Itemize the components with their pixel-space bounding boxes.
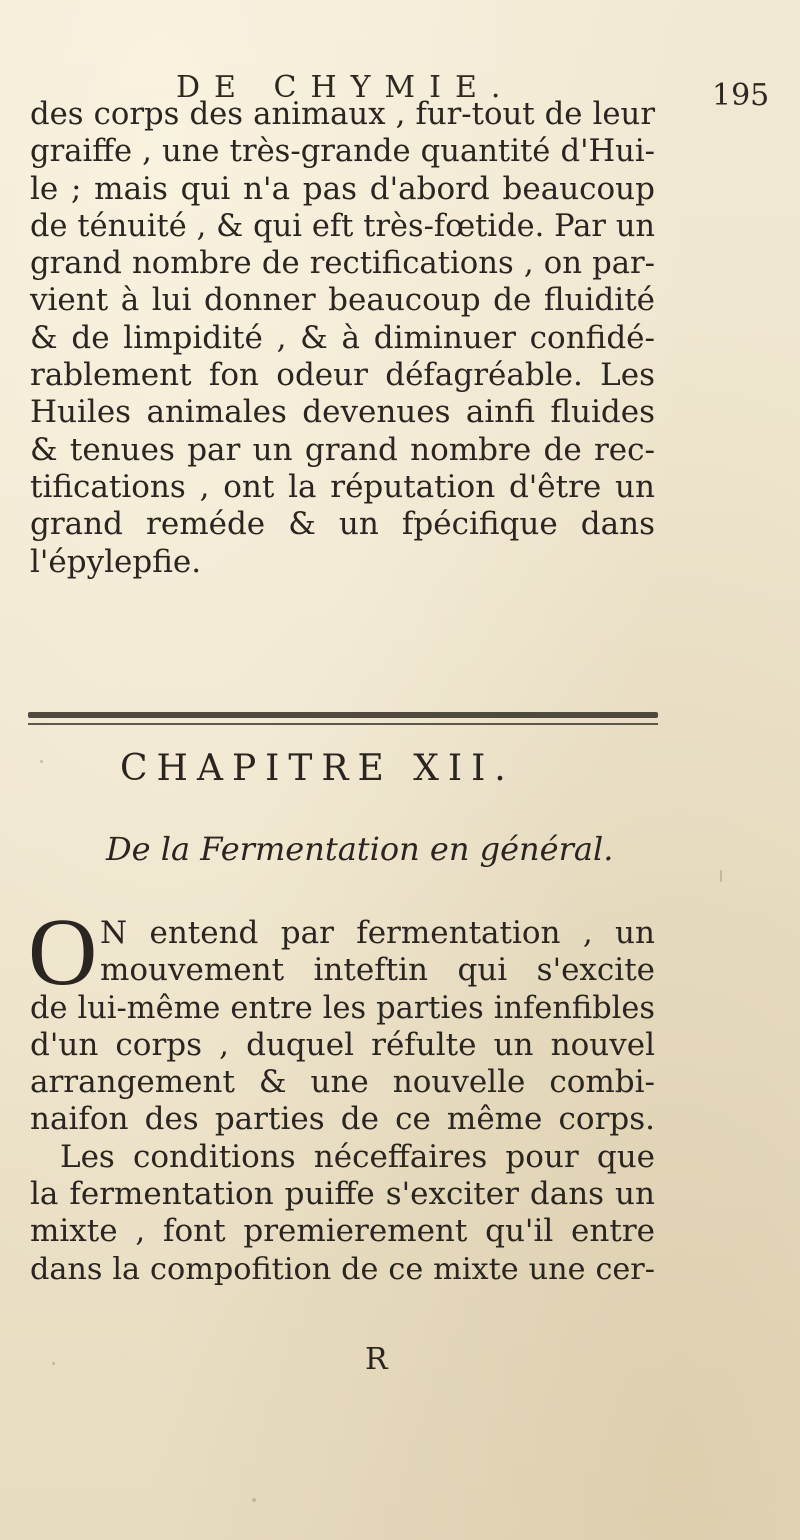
page-number: 195 [712, 78, 770, 113]
drop-cap-letter: O [28, 898, 98, 1005]
paragraph-continued [30, 96, 655, 581]
text-line: naifon des parties de ce même corps. [30, 1101, 655, 1138]
text-line: N entend par fermentation , un [100, 915, 655, 951]
paper-speck [40, 760, 43, 763]
text-line: graiffe , une très-grande quantité d'Hui- [30, 134, 655, 170]
text-line: arrangement & une nouvelle combi- [30, 1064, 655, 1101]
text-line: l'épylepfie. [30, 543, 202, 580]
paragraph-chapter-opening [30, 915, 655, 1288]
chapter-divider-rule [28, 700, 658, 740]
paper-speck [720, 870, 722, 882]
text-line: des corps des animaux , fur-tout de leur [30, 97, 655, 132]
text-line: Les conditions néceffaires pour que [60, 1138, 655, 1175]
text-line: tifications , ont la réputation d'être un [30, 468, 655, 505]
catchword: R [365, 1342, 388, 1377]
divider-thin-line [28, 723, 658, 725]
chapter-subtitle: De la Fermentation en général. [106, 830, 614, 868]
text-line: grand reméde & un fpécifique dans [30, 506, 655, 543]
text-line: la fermentation puiffe s'exciter dans un [30, 1176, 655, 1213]
text-line: rablement fon odeur défagréable. Les [30, 357, 655, 394]
text-line: d'un corps , duquel réfulte un nouvel [30, 1026, 655, 1063]
chapter-title: CHAPITRE XII. [120, 748, 515, 789]
text-line: de ténuité , & qui eft très-fœtide. Par un [30, 208, 655, 244]
text-line: le ; mais qui n'a pas d'abord beaucoup [30, 170, 655, 207]
paper-speck [52, 1362, 55, 1365]
text-line: dans la compofition de ce mixte une cer- [30, 1251, 655, 1287]
text-line: Huiles animales devenues ainfi fluides [30, 394, 655, 431]
divider-thick-line [28, 712, 658, 718]
text-line: & tenues par un grand nombre de rec- [30, 431, 655, 468]
text-line: vient à lui donner beaucoup de fluidité [30, 282, 655, 319]
text-line: & de limpidité , & à diminuer confidé- [30, 319, 655, 356]
running-head: DE CHYMIE. [176, 70, 515, 105]
text-line: de lui-même entre les parties infenfibles [30, 990, 655, 1026]
text-line: mixte , font premierement qu'il entre [30, 1213, 655, 1250]
text-line: mouvement inteftin qui s'excite [100, 952, 655, 989]
text-line: grand nombre de rectifications , on par- [30, 246, 655, 282]
paper-speck [252, 1498, 256, 1502]
